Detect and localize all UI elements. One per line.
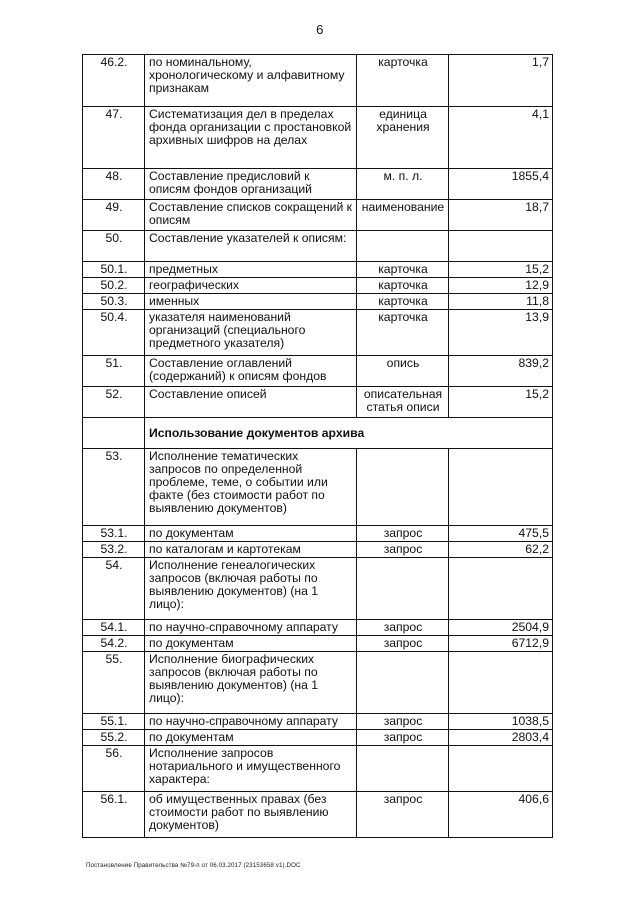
row-description: по документам	[145, 730, 357, 746]
page-number: 6	[316, 22, 324, 37]
row-value: 6712,9	[449, 636, 553, 652]
row-value: 1,7	[449, 55, 553, 107]
row-unit: запрос	[357, 526, 449, 542]
row-value: 15,2	[449, 387, 553, 418]
row-description: по научно-справочному аппарату	[145, 620, 357, 636]
table-row	[83, 636, 553, 652]
row-description: Исполнение тематических запросов по определенной проблеме, теме, о событии или факте (без стоимости работ по выявлению документов)	[145, 449, 357, 526]
row-description: Составление оглавлений (содержаний) к описям фондов	[145, 356, 357, 387]
row-value: 406,6	[449, 792, 553, 838]
row-value	[449, 652, 553, 714]
row-description: Систематизация дел в пределах фонда организации с простановкой архивных шифров на делах	[145, 107, 357, 169]
row-description: Составление указателей к описям:	[145, 231, 357, 262]
row-description: по научно-справочному аппарату	[145, 714, 357, 730]
table-row	[83, 526, 553, 542]
table-row	[83, 200, 553, 231]
table-row	[83, 231, 553, 262]
row-number: 54.	[83, 558, 145, 620]
section-title: Использование документов архива	[145, 418, 553, 449]
table-row	[83, 542, 553, 558]
tariff-table	[82, 54, 553, 838]
row-number: 50.4.	[83, 310, 145, 356]
row-description: по номинальному, хронологическому и алфавитному признакам	[145, 55, 357, 107]
row-number: 55.1.	[83, 714, 145, 730]
row-value	[449, 449, 553, 526]
row-unit	[357, 231, 449, 262]
row-number: 52.	[83, 387, 145, 418]
row-unit: карточка	[357, 262, 449, 278]
row-description: по документам	[145, 526, 357, 542]
row-description: географических	[145, 278, 357, 294]
row-number: 50.1.	[83, 262, 145, 278]
table-row	[83, 730, 553, 746]
row-number: 48.	[83, 169, 145, 200]
row-number: 54.2.	[83, 636, 145, 652]
row-number: 50.2.	[83, 278, 145, 294]
row-description: указателя наименований организаций (специального предметного указателя)	[145, 310, 357, 356]
row-value	[449, 231, 553, 262]
row-number: 46.2.	[83, 55, 145, 107]
row-number: 55.2.	[83, 730, 145, 746]
row-value: 1855,4	[449, 169, 553, 200]
row-description: Исполнение генеалогических запросов (включая работы по выявлению документов) (на 1 лицо):	[145, 558, 357, 620]
row-number: 55.	[83, 652, 145, 714]
row-description: об имущественных правах (без стоимости работ по выявлению документов)	[145, 792, 357, 838]
row-number: 53.1.	[83, 526, 145, 542]
table-row	[83, 294, 553, 310]
table-row	[83, 620, 553, 636]
row-unit: запрос	[357, 714, 449, 730]
row-unit: единица хранения	[357, 107, 449, 169]
row-value	[449, 746, 553, 792]
row-description: именных	[145, 294, 357, 310]
row-value	[449, 558, 553, 620]
table-row	[83, 262, 553, 278]
row-description: Исполнение запросов нотариального и имущественного характера:	[145, 746, 357, 792]
row-unit: наименование	[357, 200, 449, 231]
table-row	[83, 169, 553, 200]
table-row	[83, 652, 553, 714]
row-number: 50.3.	[83, 294, 145, 310]
row-value: 15,2	[449, 262, 553, 278]
row-value: 4,1	[449, 107, 553, 169]
row-unit: запрос	[357, 620, 449, 636]
row-number: 53.2.	[83, 542, 145, 558]
row-unit: запрос	[357, 542, 449, 558]
row-number: 54.1.	[83, 620, 145, 636]
row-description: Составление предисловий к описям фондов организаций	[145, 169, 357, 200]
row-unit	[357, 558, 449, 620]
row-description: Исполнение биографических запросов (включая работы по выявлению документов) (на 1 лицо):	[145, 652, 357, 714]
table-row	[83, 356, 553, 387]
row-description: предметных	[145, 262, 357, 278]
row-unit: карточка	[357, 310, 449, 356]
row-unit	[357, 746, 449, 792]
document-footer: Постановление Правительства №79-п от 06.03.2017 (23153658 v1).DOC	[86, 862, 301, 869]
table-row	[83, 55, 553, 107]
row-number: 56.	[83, 746, 145, 792]
row-description: Составление списков сокращений к описям	[145, 200, 357, 231]
table-row	[83, 278, 553, 294]
row-value: 11,8	[449, 294, 553, 310]
row-unit: карточка	[357, 278, 449, 294]
row-unit: м. п. л.	[357, 169, 449, 200]
row-unit: запрос	[357, 730, 449, 746]
row-value: 1038,5	[449, 714, 553, 730]
row-value: 18,7	[449, 200, 553, 231]
row-number: 49.	[83, 200, 145, 231]
row-unit	[357, 449, 449, 526]
row-number: 51.	[83, 356, 145, 387]
row-value: 12,9	[449, 278, 553, 294]
row-unit	[357, 652, 449, 714]
table-row	[83, 746, 553, 792]
row-description: Составление описей	[145, 387, 357, 418]
table-row	[83, 792, 553, 838]
row-value: 839,2	[449, 356, 553, 387]
row-unit: описательная статья описи	[357, 387, 449, 418]
row-unit: карточка	[357, 55, 449, 107]
table-row	[83, 107, 553, 169]
table-row	[83, 558, 553, 620]
section-row	[83, 418, 553, 449]
row-number: 53.	[83, 449, 145, 526]
table-row	[83, 310, 553, 356]
row-unit: запрос	[357, 792, 449, 838]
row-number: 47.	[83, 107, 145, 169]
row-description: по каталогам и картотекам	[145, 542, 357, 558]
row-value: 2803,4	[449, 730, 553, 746]
row-number: 56.1.	[83, 792, 145, 838]
table-row	[83, 387, 553, 418]
row-unit: опись	[357, 356, 449, 387]
row-unit: запрос	[357, 636, 449, 652]
row-value: 475,5	[449, 526, 553, 542]
table-row	[83, 449, 553, 526]
row-unit: карточка	[357, 294, 449, 310]
row-description: по документам	[145, 636, 357, 652]
section-number-cell	[83, 418, 145, 449]
row-value: 13,9	[449, 310, 553, 356]
table-row	[83, 714, 553, 730]
row-value: 62,2	[449, 542, 553, 558]
row-value: 2504,9	[449, 620, 553, 636]
row-number: 50.	[83, 231, 145, 262]
